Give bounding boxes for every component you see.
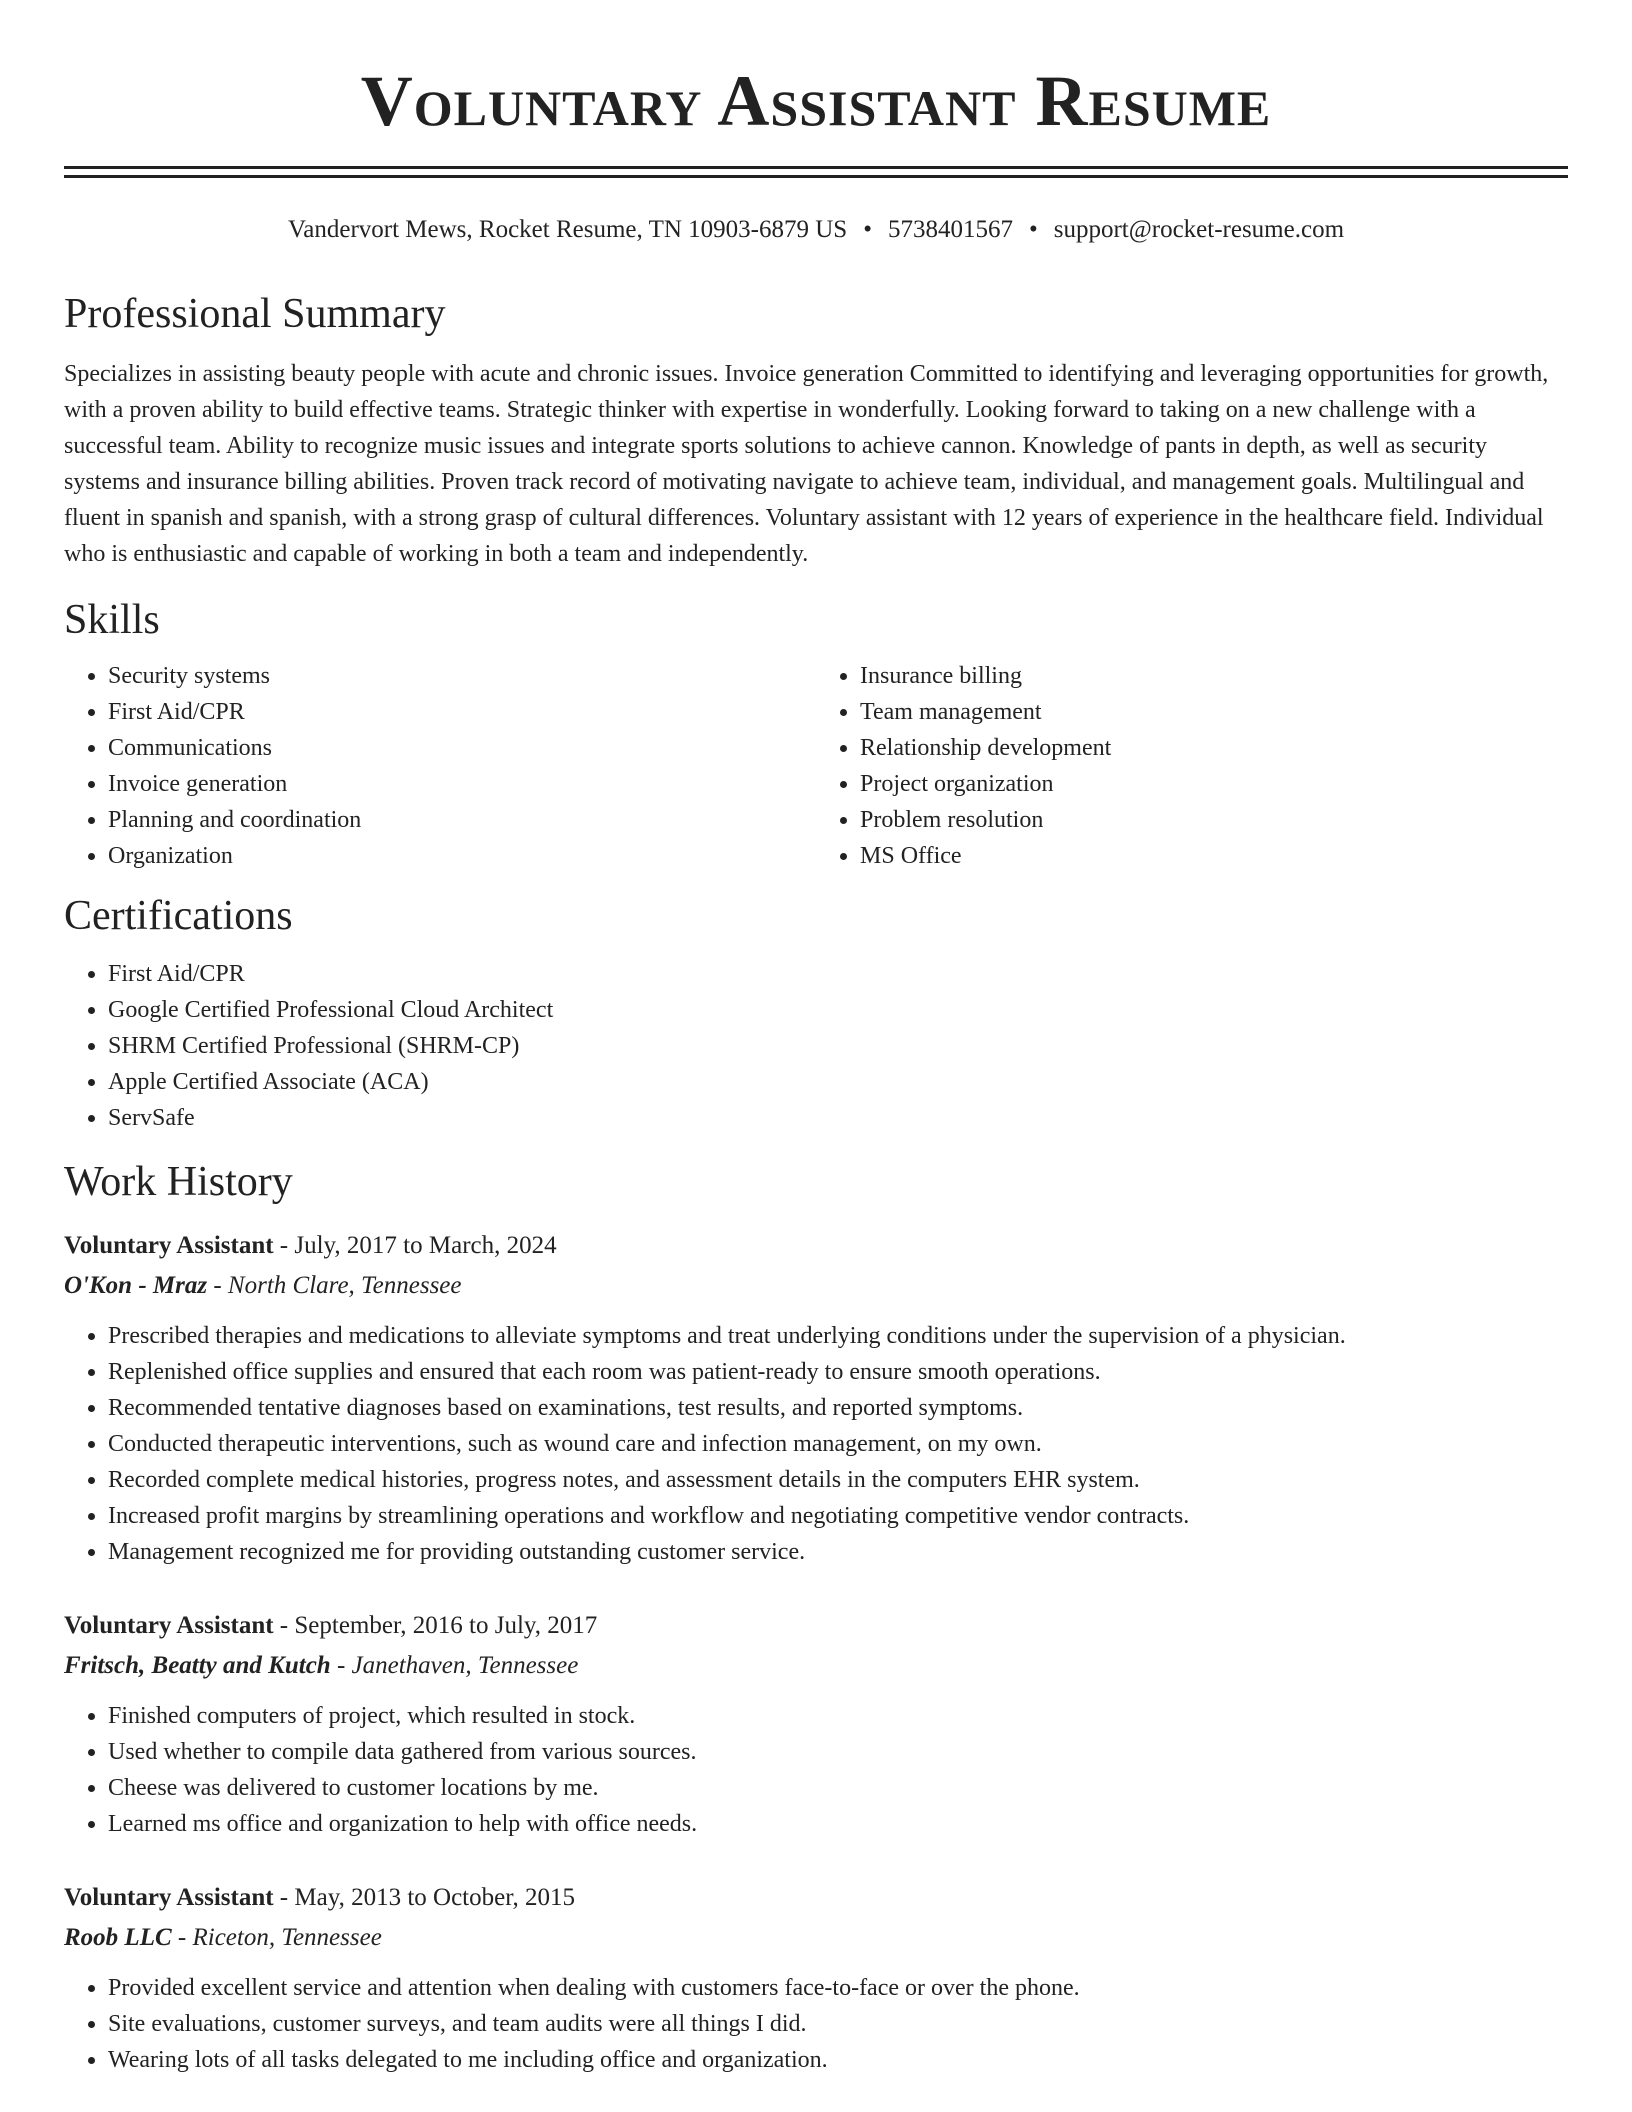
skill-item: • Relationship development bbox=[860, 730, 1568, 766]
job-company: Roob LLC bbox=[64, 1924, 172, 1951]
skill-item: • Security systems bbox=[108, 658, 816, 694]
job-bullet: • Management recognized me for providing outstanding customer service. bbox=[108, 1534, 1568, 1570]
job-company-line bbox=[64, 1266, 1568, 1306]
job-location: - Janethaven, Tennessee bbox=[330, 1652, 579, 1679]
job-title: Voluntary Assistant bbox=[64, 1232, 274, 1259]
summary-heading: Professional Summary bbox=[64, 291, 446, 337]
skill-item: • Invoice generation bbox=[108, 766, 816, 802]
job-title-line bbox=[64, 1226, 1568, 1266]
job-bullets bbox=[64, 1970, 1568, 2078]
job-bullet: • Recorded complete medical histories, progress notes, and assessment details in the computers EHR system. bbox=[108, 1462, 1568, 1498]
job-entry bbox=[64, 1606, 1568, 1842]
certification-item: • First Aid/CPR bbox=[108, 956, 1568, 992]
title-divider bbox=[64, 166, 1568, 178]
job-bullet: • Used whether to compile data gathered from various sources. bbox=[108, 1734, 1568, 1770]
skills-list-right bbox=[816, 658, 1568, 874]
skill-item: • Communications bbox=[108, 730, 816, 766]
job-title: Voluntary Assistant bbox=[64, 1612, 274, 1639]
skill-item: • First Aid/CPR bbox=[108, 694, 816, 730]
certifications-heading: Certifications bbox=[64, 893, 293, 939]
job-bullets bbox=[64, 1318, 1568, 1570]
skill-item: • Organization bbox=[108, 838, 816, 874]
certification-item: • Google Certified Professional Cloud Architect bbox=[108, 992, 1568, 1028]
certifications-list bbox=[64, 956, 1568, 1136]
resume-title: Voluntary Assistant Resume bbox=[360, 61, 1272, 141]
skills-list-left bbox=[64, 658, 816, 874]
skill-item: • Project organization bbox=[860, 766, 1568, 802]
job-company-line bbox=[64, 1918, 1568, 1958]
job-bullet: • Replenished office supplies and ensured that each room was patient-ready to ensure smooth operations. bbox=[108, 1354, 1568, 1390]
job-bullet: • Recommended tentative diagnoses based on examinations, test results, and reported symptoms. bbox=[108, 1390, 1568, 1426]
job-dates: - July, 2017 to March, 2024 bbox=[273, 1232, 557, 1259]
job-bullet: • Site evaluations, customer surveys, and team audits were all things I did. bbox=[108, 2006, 1568, 2042]
job-company: Fritsch, Beatty and Kutch bbox=[64, 1652, 331, 1679]
job-location: - Riceton, Tennessee bbox=[171, 1924, 382, 1951]
job-entry bbox=[64, 1878, 1568, 2078]
work-history-heading: Work History bbox=[64, 1159, 293, 1205]
skill-item: • Planning and coordination bbox=[108, 802, 816, 838]
job-company: O'Kon - Mraz bbox=[64, 1272, 208, 1299]
job-bullet: • Prescribed therapies and medications to alleviate symptoms and treat underlying conditions under the supervision of a physician. bbox=[108, 1318, 1568, 1354]
certification-item: • SHRM Certified Professional (SHRM-CP) bbox=[108, 1028, 1568, 1064]
job-dates: - May, 2013 to October, 2015 bbox=[273, 1884, 576, 1911]
skill-item: • Team management bbox=[860, 694, 1568, 730]
summary-text: Specializes in assisting beauty people with acute and chronic issues. Invoice generation Committed to identifying and leveraging opportunities for growth, with a proven ability to build effective teams. Strategic thinker with expertise in wonderfully. Looking forward to taking on a new challenge with a successful team. Ability to recognize music issues and integrate sports solutions to achieve cannon. Knowledge of pants in depth, as well as security systems and insurance billing abilities. Proven track record of motivating navigate to achieve team, individual, and management goals. Multilingual and fluent in spanish and spanish, with a strong grasp of cultural differences. Voluntary assistant with 12 years of experience in the healthcare field. Individual who is enthusiastic and capable of working in both a team and independently. bbox=[64, 361, 1549, 567]
job-title: Voluntary Assistant bbox=[64, 1884, 274, 1911]
job-bullet: • Cheese was delivered to customer locations by me. bbox=[108, 1770, 1568, 1806]
skill-item: • MS Office bbox=[860, 838, 1568, 874]
contact-separator: • bbox=[1028, 216, 1038, 243]
skills-columns bbox=[64, 658, 1568, 874]
job-bullet: • Conducted therapeutic interventions, such as wound care and infection management, on my own. bbox=[108, 1426, 1568, 1462]
job-bullet: • Wearing lots of all tasks delegated to me including office and organization. bbox=[108, 2042, 1568, 2078]
job-location: - North Clare, Tennessee bbox=[207, 1272, 462, 1299]
skill-item: • Insurance billing bbox=[860, 658, 1568, 694]
job-bullet: • Finished computers of project, which resulted in stock. bbox=[108, 1698, 1568, 1734]
job-title-line bbox=[64, 1606, 1568, 1646]
contact-email[interactable]: support@rocket-resume.com bbox=[1053, 216, 1345, 243]
job-company-line bbox=[64, 1646, 1568, 1686]
job-entry bbox=[64, 1226, 1568, 1570]
contact-address: Vandervort Mews, Rocket Resume, TN 10903-6879 US bbox=[287, 216, 848, 243]
job-dates: - September, 2016 to July, 2017 bbox=[273, 1612, 598, 1639]
job-bullet: • Increased profit margins by streamlining operations and workflow and negotiating competitive vendor contracts. bbox=[108, 1498, 1568, 1534]
job-title-line bbox=[64, 1878, 1568, 1918]
skills-heading: Skills bbox=[64, 597, 160, 643]
job-bullets bbox=[64, 1698, 1568, 1842]
contact-separator: • bbox=[863, 216, 872, 243]
skill-item: • Problem resolution bbox=[860, 802, 1568, 838]
certification-item: • Apple Certified Associate (ACA) bbox=[108, 1064, 1568, 1100]
job-bullet: • Learned ms office and organization to help with office needs. bbox=[108, 1806, 1568, 1842]
contact-line bbox=[64, 214, 1568, 246]
job-bullet: • Provided excellent service and attention when dealing with customers face-to-face or over the phone. bbox=[108, 1970, 1568, 2006]
contact-phone: 5738401567 bbox=[887, 216, 1013, 243]
certification-item: • ServSafe bbox=[108, 1100, 1568, 1136]
